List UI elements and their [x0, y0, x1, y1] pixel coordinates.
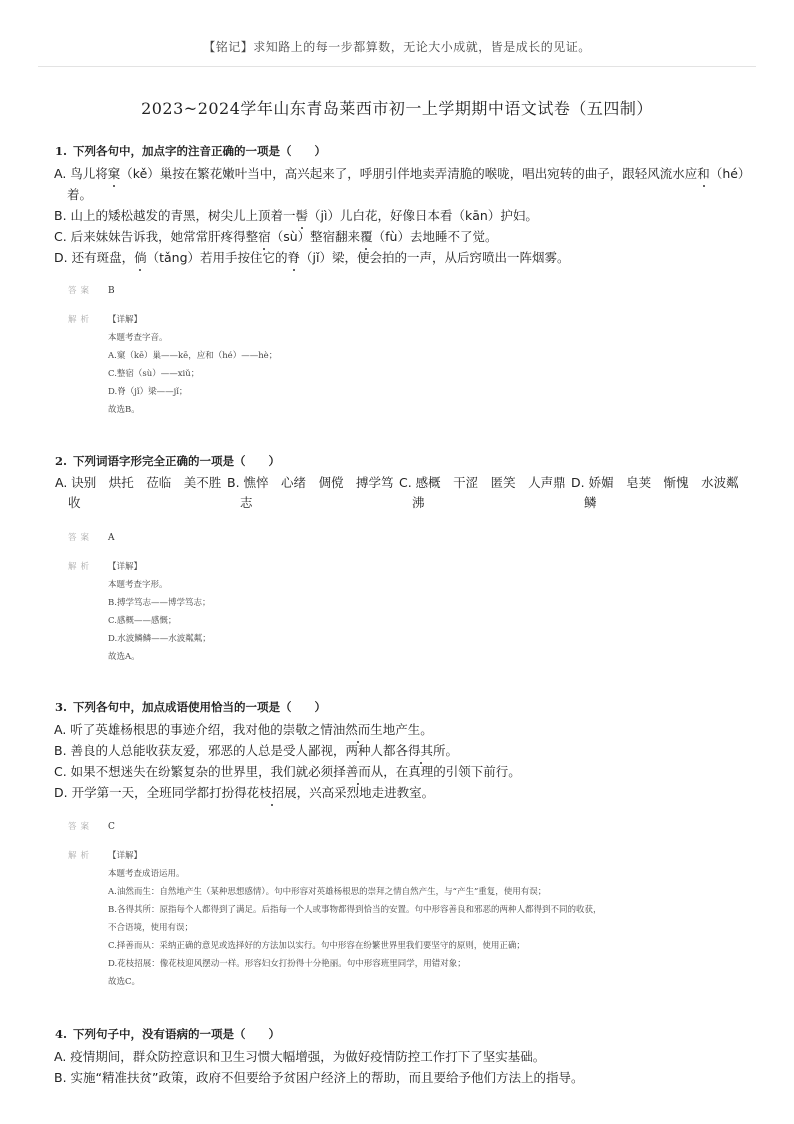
question-1-option-c: C. 后来妹妹告诉我，她常常肝疼得整宿（sù）整宿翻来覆（fù）去地睡不了觉。 — [54, 226, 753, 247]
question-1-answer-block — [68, 284, 754, 419]
question-1-answer: B — [108, 286, 115, 296]
question-2-option-d: D. 娇媚 皂荚 惭愧 水波粼 鳞 — [571, 475, 739, 510]
question-3-option-c: C. 如果不想迷失在纷繁复杂的世界里，我们就必须择善而从，在真理的引领下前行。 — [54, 761, 753, 782]
question-4-option-b: B. 实施“精准扶贫”政策，政府不但要给予贫困户经济上的帮助，而且要给予他们方法上的指导。 — [54, 1070, 584, 1085]
question-3-answer: C — [108, 822, 115, 832]
question-2-option-c: C. 感概 干涩 匿笑 人声鼎 沸 — [399, 475, 566, 510]
question-1-stem: 1. 下列各句中，加点字的注音正确的一项是（ ） — [55, 144, 327, 158]
question-1-option-a: A. 鸟儿将窠（kě）巢按在繁花嫩叶当中，高兴起来了，呼朋引伴地卖弄清脆的喉咙，唱出宛转的曲子，跟轻风流水应和（hé） 着。 — [54, 163, 753, 205]
question-1 — [55, 143, 754, 268]
question-2-option-a: A. 诀别 烘托 莅临 美不胜 收 — [55, 475, 222, 510]
question-2-stem: 2. 下列词语字形完全正确的一项是（ ） — [55, 454, 281, 468]
question-3-answer-block: 答案 C 解析 【详解】 本题考查成语运用。 A.油然而生：自然地产生（某种思想感情）。句中形容对英雄杨根思的崇拜之情自然产生，与“产生”重复，使用有误； B.各得其所：原指每个人都得到了满足。后指每一个人或事物都得到恰当的安置。句中形容善良和邪恶的两种人都得到不同的收获， 不合语境，使用有误； C.择善而从：采纳正确的意见或选择好的方法加以实行。句中形容在纷繁世界里我们要坚守的原则，使用正确； D.花枝招展：像花枝迎风摆动一样。形容妇女打扮得十分艳丽。句中形容班里同学，用错对象； 故选C。 — [68, 820, 754, 991]
question-1-option-b: B. 山上的矮松越发的青黑，树尖儿上顶着一髻（jì）儿白花，好像日本看（kān）护妇。 — [54, 205, 753, 226]
exam-title: 2023~2024学年山东青岛莱西市初一上学期期中语文试卷（五四制） — [141, 99, 653, 118]
question-1-option-d: D. 还有斑盘，倘（tǎng）若用手按住它的脊（jǐ）梁，便会拍的一声，从后窍喷出一阵烟雾。 — [54, 247, 753, 268]
question-2-answer-block: 答案 A 解析 【详解】 本题考查字形。 B.搏学笃志——博学笃志； C.感概——感慨； D.水波鳞鳞——水波粼粼； 故选A。 — [68, 531, 754, 666]
question-2-option-b: B. 憔悴 心绪 倜傥 搏学笃 志 — [227, 475, 394, 510]
question-3-option-a: A. 听了英雄杨根思的事迹介绍，我对他的崇敬之情油然而生地产生。 — [54, 719, 753, 740]
question-3-option-b: B. 善良的人总能收获友爱，邪恶的人总是受人鄙视，两种人都各得其所。 — [54, 740, 753, 761]
question-2-analysis: 【详解】 本题考查字形。 B.搏学笃志——博学笃志； C.感概——感慨； D.水波鳞鳞——水波粼粼； 故选A。 — [108, 562, 211, 662]
question-2 — [55, 453, 754, 513]
question-3-analysis: 【详解】 本题考查成语运用。 A.油然而生：自然地产生（某种思想感情）。句中形容对英雄杨根思的崇拜之情自然产生，与“产生”重复，使用有误； B.各得其所：原指每个人都得到了满足。后指每一个人或事物都得到恰当的安置。句中形容善良和邪恶的两种人都得到不同的收获， 不合语境，使用有误； C.择善而从：采纳正确的意见或选择好的方法加以实行。句中形容在纷繁世界里我们要坚守的原则，使用正确； D.花枝招展：像花枝迎风摆动一样。形容妇女打扮得十分艳丽。句中形容班里同学，用错对象； 故选C。 — [108, 851, 602, 987]
question-4-stem: 4. 下列句子中，没有语病的一项是（ ） — [55, 1027, 281, 1041]
question-4-option-a: A. 疫情期间，群众防控意识和卫生习惯大幅增强，为做好疫情防控工作打下了坚实基础。 — [54, 1049, 546, 1064]
header-divider — [38, 66, 756, 67]
question-2-options — [55, 473, 754, 513]
question-1-analysis: 【详解】 本题考查字音。 A.窠（kē）巢——kē，应和（hé）——hè； C.整宿（sù）——xiǔ； D.脊（jǐ）梁——jǐ； 故选B。 — [108, 315, 278, 415]
question-3 — [55, 699, 754, 803]
question-3-option-d: D. 开学第一天，全班同学都打扮得花枝招展，兴高采烈地走进教室。 — [54, 782, 753, 803]
question-4 — [55, 1026, 754, 1088]
motto-header: 【铭记】求知路上的每一步都算数，无论大小成就，皆是成长的见证。 — [203, 40, 591, 54]
question-3-stem: 3. 下列各句中，加点成语使用恰当的一项是（ ） — [55, 700, 327, 714]
question-2-answer: A — [108, 533, 115, 543]
answer-label: 答案 — [68, 286, 94, 296]
analysis-label: 解析 — [68, 315, 94, 325]
